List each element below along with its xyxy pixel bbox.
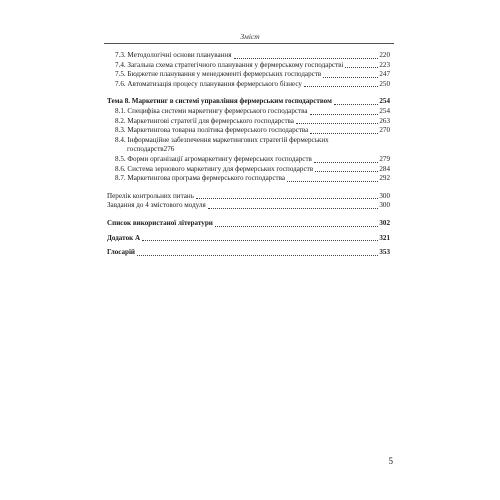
running-head: Зміст bbox=[240, 32, 260, 41]
leader-dots bbox=[310, 133, 378, 134]
toc-entry-label: 8.5. Форми організації агромаркетингу фермерських господарств bbox=[115, 154, 312, 163]
toc-entry-page: 223 bbox=[379, 60, 390, 69]
leader-dots bbox=[345, 67, 378, 68]
toc-entry-label: 8.6. Система зернового маркетингу для фермерських господарств bbox=[115, 164, 314, 173]
toc-entry-label: Глосарій bbox=[107, 248, 136, 257]
toc-entry-8-2[interactable] bbox=[107, 117, 390, 127]
leader-dots bbox=[323, 77, 378, 78]
toc-entry-page: 250 bbox=[379, 79, 390, 88]
toc-entry-page: 276 bbox=[163, 145, 175, 154]
page-number: 5 bbox=[388, 456, 393, 466]
toc-entry-label: 7.5. Бюджетне планування у менеджменті фермерських господарств bbox=[115, 70, 322, 79]
toc-entry-label: 8.3. Маркетингова товарна політика фермерського господарства bbox=[115, 126, 309, 135]
toc-entry-glossary[interactable] bbox=[107, 248, 390, 258]
leader-dots bbox=[310, 114, 379, 115]
toc-entry-page: 300 bbox=[379, 201, 390, 210]
toc-entry-page: 302 bbox=[379, 218, 390, 227]
leader-dots bbox=[296, 123, 378, 124]
toc-entry-page: 254 bbox=[379, 106, 390, 115]
toc-entry-label: Перелік контрольних питань bbox=[107, 191, 194, 200]
toc-entry-control-questions[interactable] bbox=[107, 192, 390, 202]
toc-entry-label: Завдання до 4 змістового модуля bbox=[107, 201, 206, 210]
toc-entry-8-5[interactable] bbox=[107, 155, 390, 165]
toc-entry-page: 263 bbox=[379, 116, 390, 125]
leader-dots bbox=[142, 240, 378, 241]
leader-dots bbox=[196, 198, 378, 199]
leader-dots bbox=[314, 162, 378, 163]
leader-dots bbox=[315, 171, 378, 172]
leader-dots bbox=[304, 86, 378, 87]
toc-entry-7-3[interactable] bbox=[107, 51, 390, 61]
toc-entry-label: Додаток А bbox=[107, 233, 141, 242]
toc-entry-7-4[interactable] bbox=[107, 61, 390, 71]
toc-entry-bibliography[interactable] bbox=[107, 219, 390, 229]
toc-entry-8-6[interactable] bbox=[107, 165, 390, 175]
table-of-contents bbox=[107, 51, 390, 258]
toc-entry-label: 8.4. Інформаційне забезпечення маркетингових стратегій фермерських bbox=[115, 135, 329, 144]
toc-entry-label: Список використаної літератури bbox=[107, 218, 213, 227]
toc-entry-label-continued: господарств bbox=[127, 145, 164, 154]
toc-entry-appendix-a[interactable] bbox=[107, 234, 390, 244]
leader-dots bbox=[287, 181, 378, 182]
toc-entry-label: 7.6. Автоматизація процесу планування фермерського бізнесу bbox=[115, 79, 302, 88]
toc-entry-page: 220 bbox=[379, 51, 390, 59]
toc-entry-page: 292 bbox=[379, 174, 390, 183]
header-rule bbox=[104, 43, 394, 44]
toc-entry-page: 284 bbox=[379, 164, 390, 173]
toc-entry-page: 321 bbox=[379, 233, 390, 242]
toc-entry-label: Тема 8. Маркетинг в системі управління фермерським господарством bbox=[107, 97, 332, 106]
leader-dots bbox=[137, 255, 378, 256]
toc-entry-module-tasks[interactable] bbox=[107, 201, 390, 211]
toc-entry-page: 353 bbox=[379, 248, 390, 257]
toc-entry-theme-8[interactable] bbox=[107, 97, 390, 107]
toc-entry-page: 247 bbox=[379, 70, 390, 79]
toc-entry-label: 7.3. Методологічні основи планування bbox=[115, 51, 232, 59]
toc-entry-page: 279 bbox=[379, 154, 390, 163]
toc-entry-label: 8.7. Маркетингова програма фермерського господарства bbox=[115, 174, 285, 183]
leader-dots bbox=[234, 58, 379, 59]
toc-entry-label: 7.4. Загальна схема стратегічного планування у фермерському господарстві bbox=[115, 60, 344, 69]
toc-entry-page: 270 bbox=[379, 126, 390, 135]
toc-entry-7-5[interactable] bbox=[107, 70, 390, 80]
leader-dots bbox=[215, 226, 379, 227]
toc-entry-label: 8.1. Специфіка системи маркетингу фермерського господарства bbox=[115, 106, 308, 115]
toc-entry-8-3[interactable] bbox=[107, 126, 390, 136]
toc-entry-8-1[interactable] bbox=[107, 107, 390, 117]
leader-dots bbox=[208, 208, 379, 209]
toc-entry-7-6[interactable] bbox=[107, 80, 390, 90]
toc-entry-label: 8.2. Маркетингові стратегії для фермерського господарства bbox=[115, 116, 294, 125]
leader-dots bbox=[334, 104, 378, 105]
toc-entry-8-7[interactable] bbox=[107, 174, 390, 184]
toc-entry-page: 300 bbox=[379, 191, 390, 200]
toc-entry-8-4[interactable] bbox=[107, 136, 390, 155]
toc-entry-page: 254 bbox=[379, 97, 390, 106]
